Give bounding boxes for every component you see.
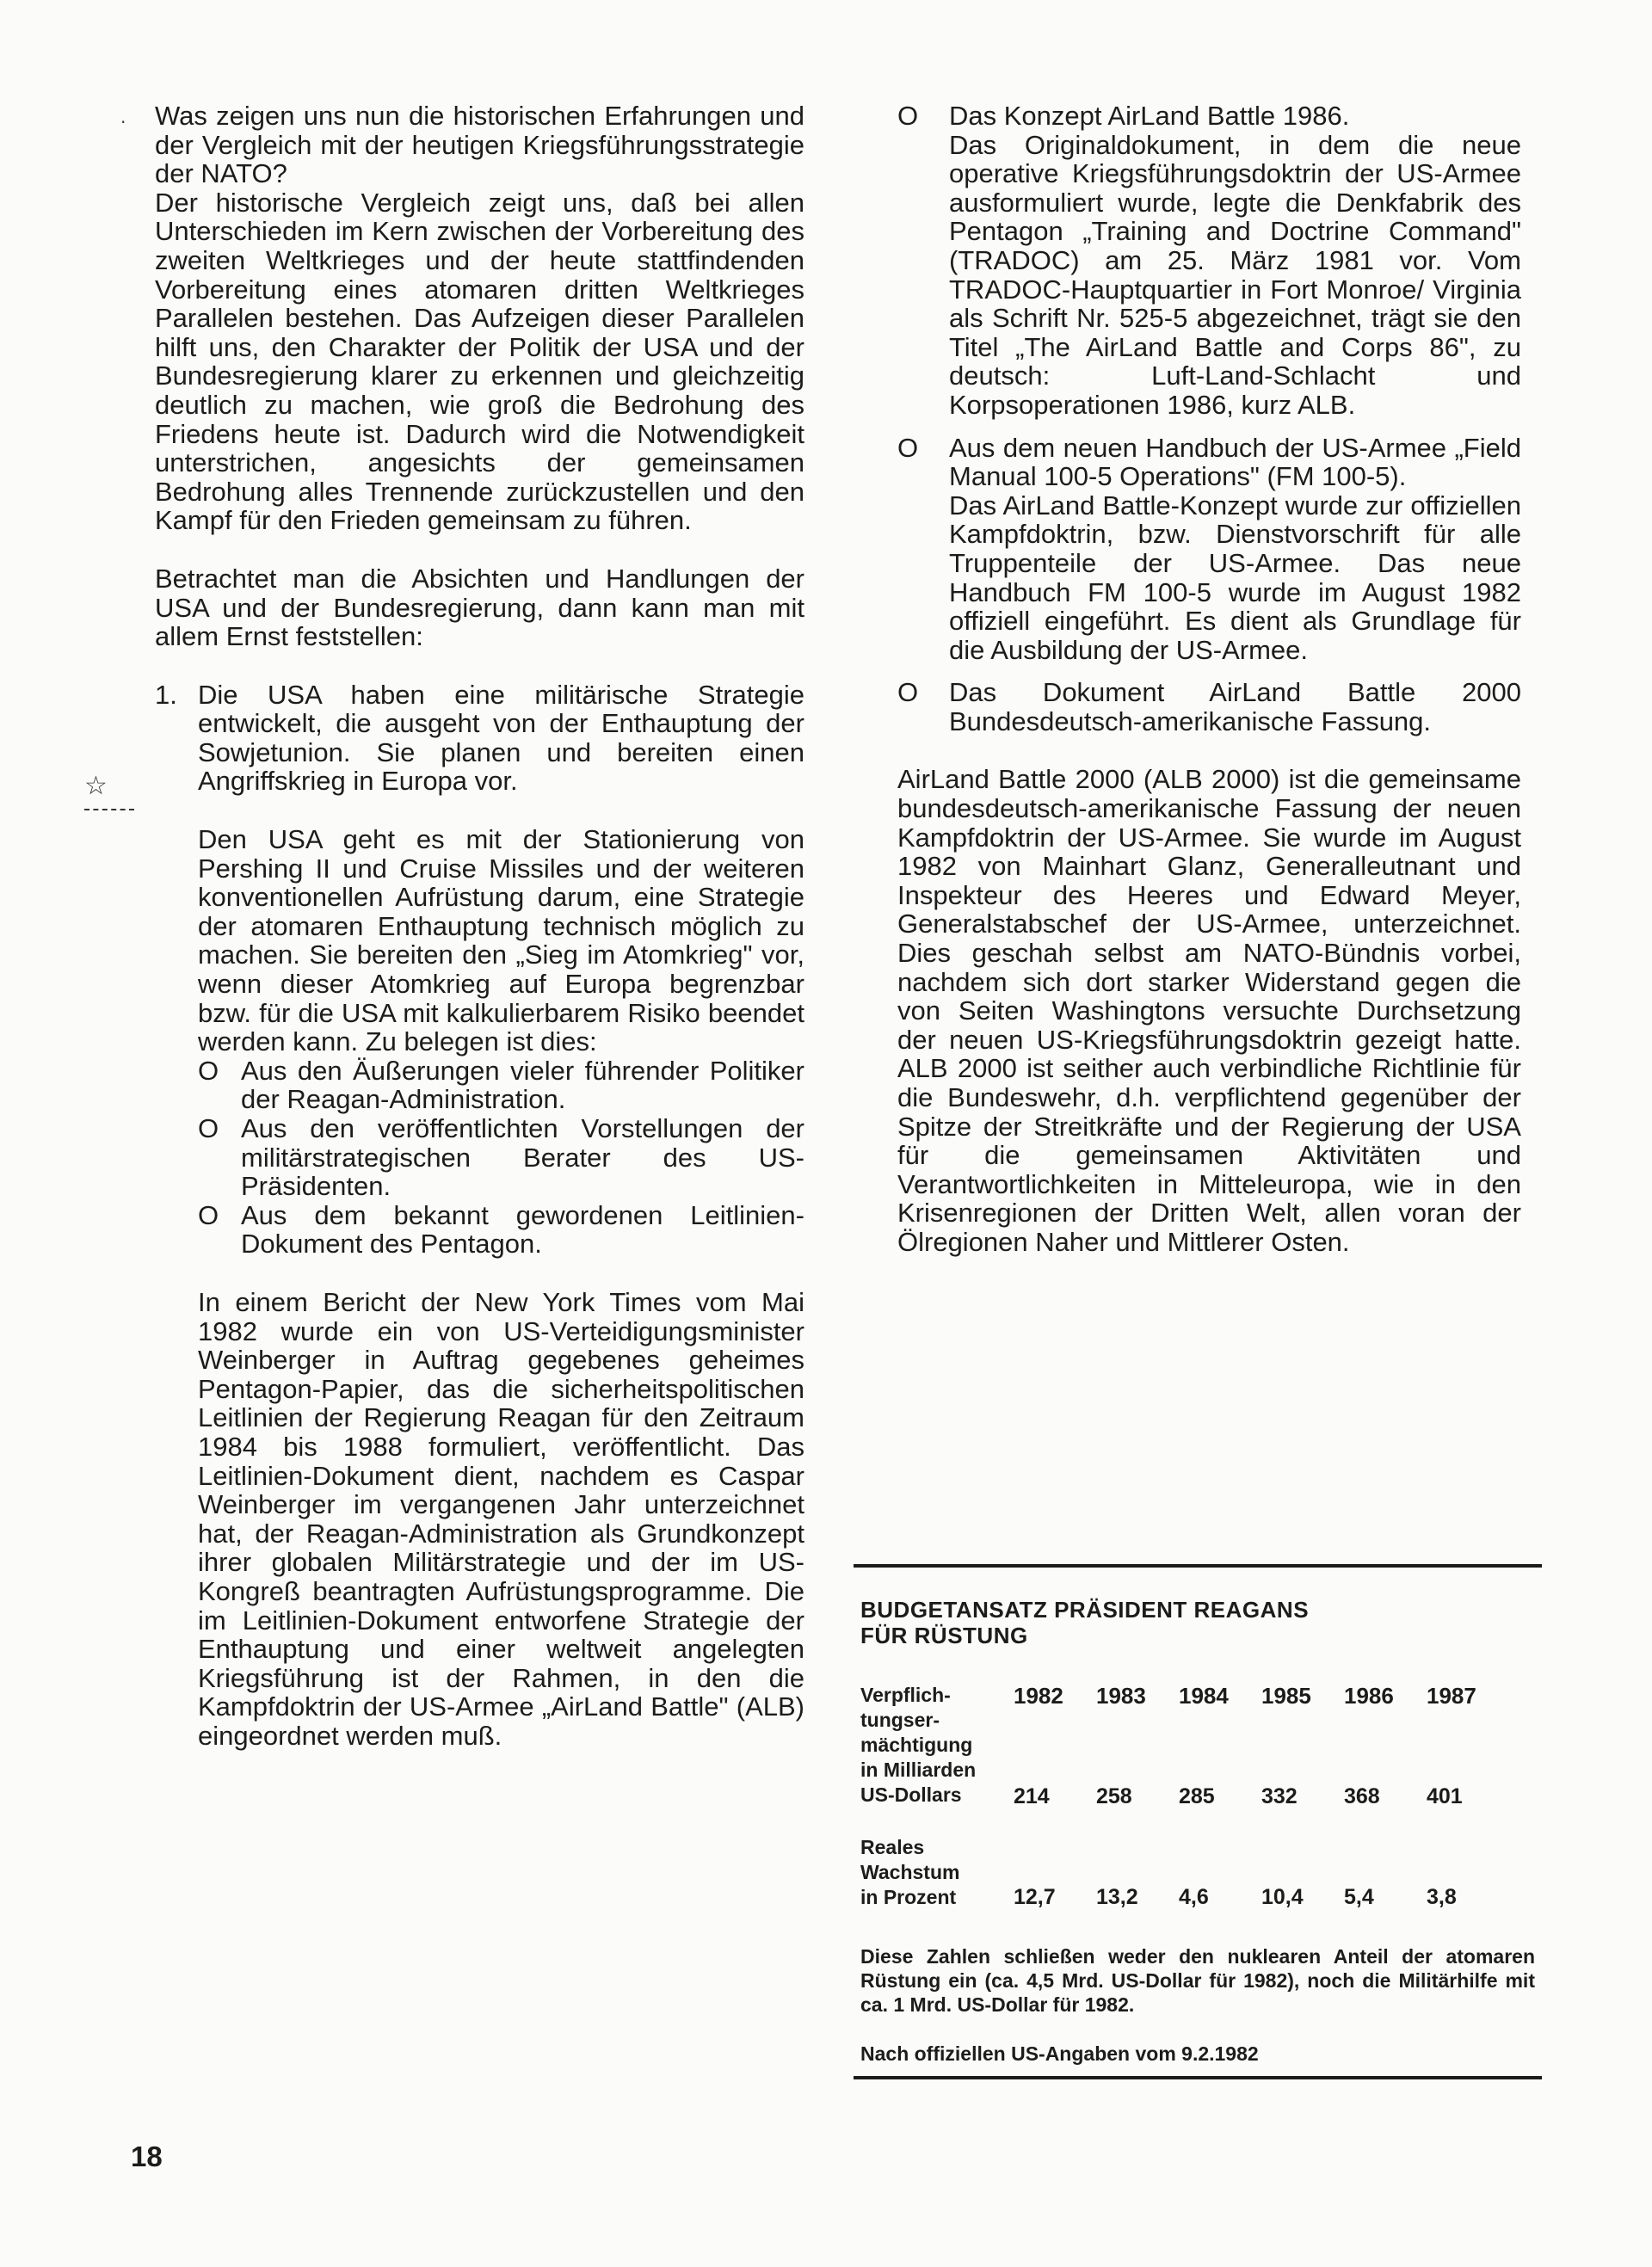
budget-box <box>854 1564 1542 2079</box>
value-cell: 5,4 <box>1344 1885 1374 1909</box>
value-cell: 4,6 <box>1179 1885 1209 1909</box>
circle-bullet-icon: O <box>198 1199 219 1230</box>
value-cell: 258 <box>1096 1784 1132 1808</box>
paragraph-alb-2000: AirLand Battle 2000 (ALB 2000) ist die gemeinsame bundesdeutsch-amerikanische Fassung der neuen Kampfdoktrin der US-Armee. Sie wurde im August 1982 von Mainhart Glanz, Generalleutnant und Inspekteur des Heeres und Edward Meyer, Generalstabschef der US-Armee, unterzeichnet. Dies geschah selbst am NATO-Bündnis vorbei, nachdem sich dort starker Widerstand gegen die von Seiten Washingtons versuchte Durchsetzung der neuen US-Kriegsführungsdoktrin gezeigt hatte. ALB 2000 ist seither auch verbindliche Richtlinie für die Bundeswehr, d.h. verpflichtend gegenüber der Spitze der Streitkräfte und der Regierung der USA für die gemeinsamen Aktivitäten und Verantwortlichkeiten in Mitteleuropa, wie in den Krisenregionen der Dritten Welt, allen voran der Ölregionen Naher und Mittlerer Osten. <box>897 764 1521 1257</box>
column-1984 <box>1179 1683 1261 1809</box>
value-cell: 401 <box>1427 1784 1463 1808</box>
year-label: 1985 <box>1261 1683 1311 1709</box>
value-cell: 12,7 <box>1014 1885 1056 1909</box>
margin-dash-mark <box>84 809 134 810</box>
page-number: 18 <box>131 2141 163 2172</box>
row-label-growth: Reales Wachstum in Prozent <box>860 1836 960 1908</box>
list-item: O Aus den veröffentlichten Vorstellungen der militärstrategischen Berater des US-Präsidenten. <box>198 1113 804 1202</box>
column-1986 <box>1344 1683 1427 1809</box>
scan-dot-mark: ‧ <box>120 114 126 132</box>
year-label: 1984 <box>1179 1683 1229 1709</box>
list-item <box>897 102 1521 420</box>
value-cell: 368 <box>1344 1784 1380 1808</box>
value-cell: 3,8 <box>1427 1885 1457 1909</box>
numbered-point-1 <box>155 681 804 796</box>
value-cell: 214 <box>1014 1784 1050 1808</box>
circle-bullet-icon: O <box>897 432 919 463</box>
right-column <box>897 102 1521 1257</box>
circle-bullet-icon: O <box>897 101 919 131</box>
evidence-list <box>155 1056 804 1259</box>
paragraph-nyt-report: In einem Bericht der New York Times vom Mai 1982 wurde ein von US-Verteidigungsminister Weinberger in Auftrag gegebenes geheimes Pentagon-Papier, das die sicherheitspolitischen Leitlinien der Regierung Reagan für den Zeitraum 1984 bis 1988 formuliert, veröffentlicht. Das Leitlinien-Dokument dient, nachdem es Caspar Weinberger im vergangenen Jahr unterzeichnet hat, der Reagan-Administration als Grundkonzept ihrer globalen Militärstrategie und der im US-Kongreß beantragten Aufrüstungsprogramme. Die im Leitlinien-Dokument entworfene Strategie der Enthauptung und einer weltweit angelegten Kriegsführung ist der Rahmen, in den die Kampfdoktrin der US-Armee „AirLand Battle" (ALB) eingeordnet werden muß. <box>198 1286 804 1751</box>
point-number: 1. <box>155 679 177 710</box>
list-item: O Aus den Äußerungen vieler führender Politiker der Reagan-Administration. <box>198 1055 804 1115</box>
budget-note: Diese Zahlen schließen weder den nuklearen Anteil der atomaren Rüstung ein (ca. 4,5 Mrd. US-Dollar für 1982), noch die Militärhilfe mit ca. 1 Mrd. US-Dollar für 1982. <box>860 1945 1535 2016</box>
column-1985 <box>1261 1683 1344 1809</box>
year-label: 1986 <box>1344 1683 1394 1709</box>
left-column <box>155 102 804 1750</box>
budget-source: Nach offiziellen US-Angaben vom 9.2.1982 <box>860 2042 1259 2065</box>
column-1987 <box>1427 1683 1509 1809</box>
circle-bullet-icon: O <box>897 677 919 708</box>
list-item <box>897 678 1521 736</box>
value-cell: 332 <box>1261 1784 1298 1808</box>
row-label-obligations: Verpflich- tungser- mächtigung in Milliarden US-Dollars <box>860 1684 977 1806</box>
year-label: 1987 <box>1427 1683 1476 1709</box>
budget-table <box>860 1683 1535 1910</box>
value-cell: 10,4 <box>1261 1885 1304 1909</box>
paragraph-conclusion-intro: Betrachtet man die Absichten und Handlungen der USA und der Bundesregierung, dann kann man mit allem Ernst feststellen: <box>155 563 804 652</box>
list-item <box>897 434 1521 665</box>
budget-title: BUDGETANSATZ PRÄSIDENT REAGANS FÜR RÜSTUNG <box>860 1597 1310 1648</box>
list-item: O Aus dem bekannt gewordenen Leitlinien-Dokument des Pentagon. <box>198 1199 804 1260</box>
bottom-rule <box>854 2076 1542 2079</box>
paragraph-question: Was zeigen uns nun die historischen Erfahrungen und der Vergleich mit der heutigen Kriegsführungsstrategie der NATO? <box>155 101 804 189</box>
value-cell: 285 <box>1179 1784 1215 1808</box>
circle-bullet-icon: O <box>198 1113 219 1143</box>
star-margin-icon: ☆ <box>84 772 108 800</box>
item-body: Das AirLand Battle-Konzept wurde zur offiziellen Kampfdoktrin, bzw. Dienstvorschrift für alle Truppenteile der US-Armee. Das neue Handbuch FM 100-5 wurde im August 1982 offiziell eingeführt. Es dient als Grundlage für die Ausbildung der US-Armee. <box>949 490 1521 665</box>
item-title: Das Konzept AirLand Battle 1986. <box>949 101 1350 131</box>
value-cell: 13,2 <box>1096 1885 1138 1909</box>
year-label: 1983 <box>1096 1683 1146 1709</box>
point-text: Die USA haben eine militärische Strategie entwickelt, die ausgeht von der Enthauptung der Sowjetunion. Sie planen und bereiten einen Angriffskrieg in Europa vor. <box>198 679 804 797</box>
column-1983 <box>1096 1683 1179 1809</box>
item-body: Das Originaldokument, in dem die neue operative Kriegsführungsdoktrin der US-Armee ausformuliert wurde, legte die Denkfabrik des Pentagon „Training and Doctrine Command" (TRADOC) am 25. März 1981 vor. Vom TRADOC-Hauptquartier in Fort Monroe/ Virginia als Schrift Nr. 525-5 abgezeichnet, trägt sie den Titel „The AirLand Battle and Corps 86", zu deutsch: Luft-Land-Schlacht und Korpsoperationen 1986, kurz ALB. <box>949 129 1521 420</box>
year-label: 1982 <box>1014 1683 1063 1709</box>
circle-bullet-icon: O <box>198 1055 219 1086</box>
paragraph-pershing: Den USA geht es mit der Stationierung von Pershing II und Cruise Missiles und der weiteren konventionellen Aufrüstung darum, eine Strategie der atomaren Enthauptung technisch möglich zu machen. Sie bereiten den „Sieg im Atomkrieg" vor, wenn dieser Atomkrieg auf Europa begrenzbar bzw. für die USA mit kalkulierbarem Risiko beendet werden kann. Zu belegen ist dies: <box>198 824 804 1057</box>
column-1982 <box>1014 1683 1096 1809</box>
item-title: Das Dokument AirLand Battle 2000 Bundesdeutsch-amerikanische Fassung. <box>949 677 1521 736</box>
paragraph-historical-comparison: Der historische Vergleich zeigt uns, daß bei allen Unterschieden im Kern zwischen der Vorbereitung des zweiten Weltkrieges und der heute stattfindenden Vorbereitung eines atomaren dritten Weltkrieges Parallelen bestehen. Das Aufzeigen dieser Parallelen hilft uns, den Charakter der Politik der USA und der Bundesregierung klarer zu erkennen und gleichzeitig deutlich zu machen, wie groß die Bedrohung des Friedens heute ist. Dadurch wird die Notwendigkeit unterstrichen, angesichts der gemeinsamen Bedrohung alles Trennende zurückzustellen und den Kampf für den Frieden gemeinsam zu führen. <box>155 187 804 536</box>
item-title: Aus dem neuen Handbuch der US-Armee „Field Manual 100-5 Operations" (FM 100-5). <box>949 432 1521 492</box>
